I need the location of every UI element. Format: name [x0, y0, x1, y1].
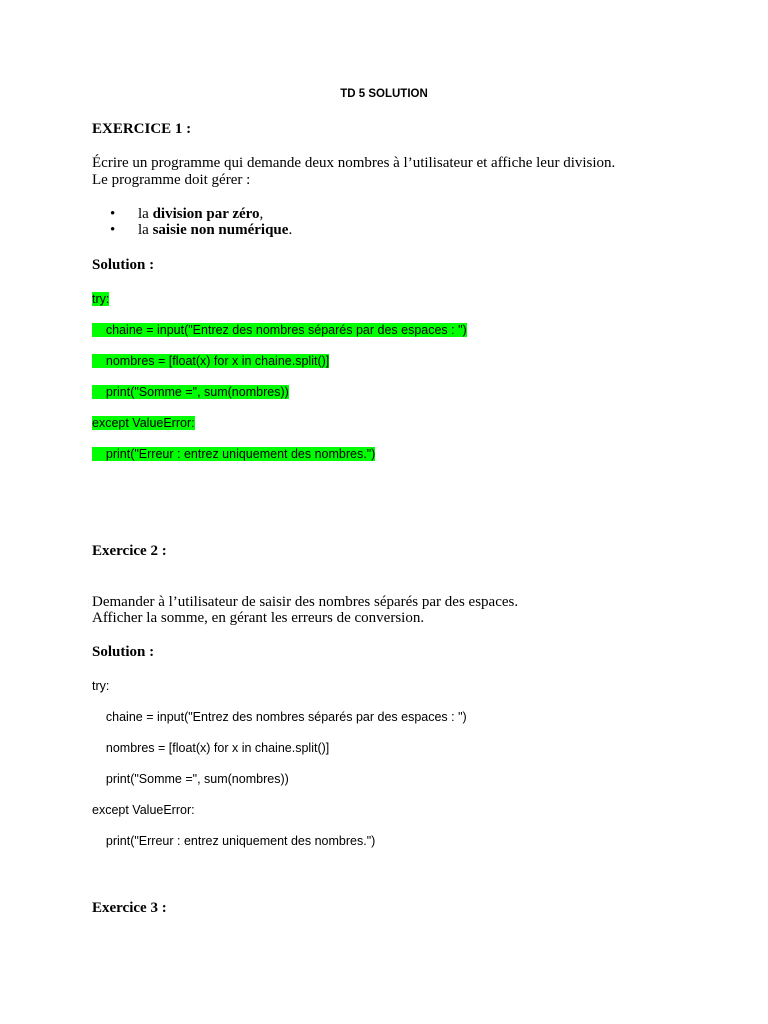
bullet-prefix: la [138, 206, 153, 222]
code-line: print("Somme =", sum(nombres)) [92, 772, 289, 786]
exercise-2-solution-label: Solution : [92, 644, 155, 660]
bullet-prefix: la [138, 222, 153, 238]
code-line: print("Erreur : entrez uniquement des nombres.") [92, 447, 376, 461]
bullet-suffix: , [259, 206, 264, 222]
code-line: try: [92, 679, 110, 693]
code-line: chaine = input("Entrez des nombres séparés par des espaces : ") [92, 323, 467, 337]
bullet-suffix: . [288, 222, 293, 238]
bullet-dot: • [110, 222, 116, 238]
code-line: except ValueError: [92, 416, 195, 430]
bullet-bold-text: saisie non numérique [152, 222, 289, 238]
code-line: except ValueError: [92, 803, 195, 817]
code-line: nombres = [float(x) for x in chaine.split()] [92, 354, 330, 368]
exercise-1-solution-label: Solution : [92, 257, 155, 273]
code-line: chaine = input("Entrez des nombres séparés par des espaces : ") [92, 710, 467, 724]
document-title: TD 5 SOLUTION [340, 88, 428, 100]
code-line: try: [92, 292, 110, 306]
exercise-1-description-line-1: Écrire un programme qui demande deux nombres à l’utilisateur et affiche leur division. [92, 155, 616, 171]
bullet-item [110, 222, 292, 239]
exercise-1-description-line-2: Le programme doit gérer : [92, 172, 251, 188]
bullet-bold-text: division par zéro [152, 206, 260, 222]
code-line: nombres = [float(x) for x in chaine.split()] [92, 741, 330, 755]
bullet-dot: • [110, 206, 116, 222]
bullet-item [110, 206, 263, 223]
exercise-2-heading: Exercice 2 : [92, 543, 167, 559]
exercise-2-description-line-1: Demander à l’utilisateur de saisir des nombres séparés par des espaces. [92, 594, 519, 610]
exercise-2-description-line-2: Afficher la somme, en gérant les erreurs de conversion. [92, 610, 425, 626]
exercise-3-heading: Exercice 3 : [92, 900, 167, 916]
code-line: print("Erreur : entrez uniquement des nombres.") [92, 834, 376, 848]
code-line: print("Somme =", sum(nombres)) [92, 385, 289, 399]
exercise-1-heading: EXERCICE 1 : [92, 121, 192, 137]
